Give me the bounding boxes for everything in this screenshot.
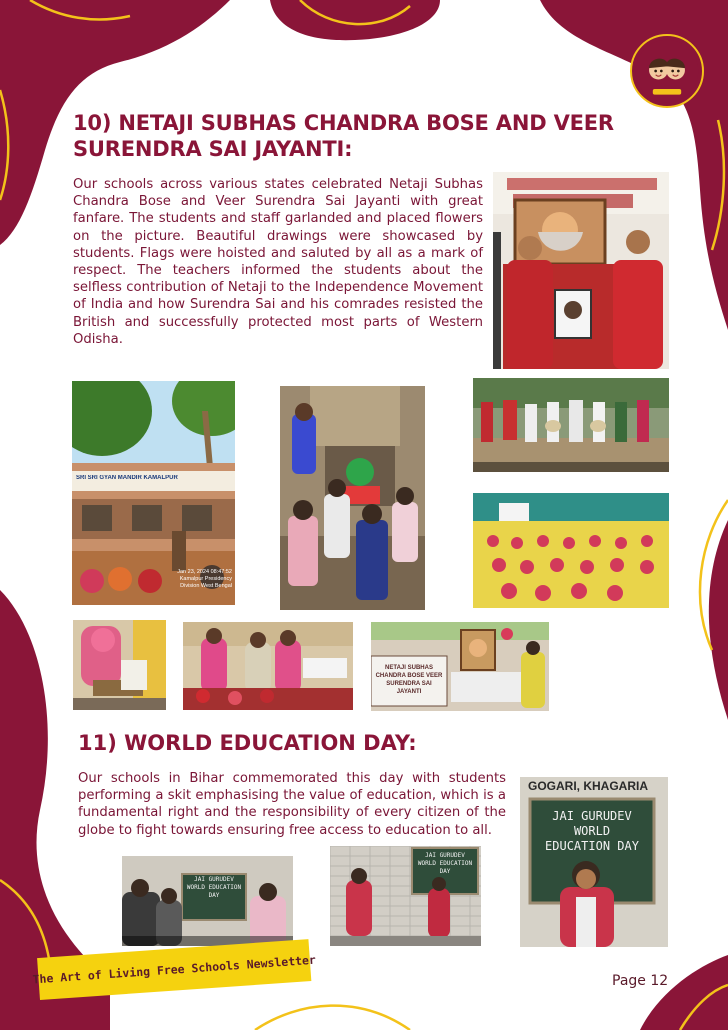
blackboard-text: JAI GURUDEV WORLD EDUCATION DAY: [545, 809, 639, 853]
page-number: Page 12: [612, 973, 669, 989]
section-10-body: Our schools across various states celebrated Netaji Subhas Chandra Bose and Veer Surendra Sai Jayanti with great fanfare. The students and staff garlanded and placed flowers on the picture. Beautiful drawings were showcased by students. Flags were hoisted and saluted by all as a mark of respect. The teachers informed the students about the selfless contribution of Netaji to the Independence Movement of India and how Surendra Sai and his comrades resisted the British and successfully protected most parts of Western Odisha.: [73, 177, 483, 347]
photo-drawings-display: [371, 622, 549, 711]
photo-teachers-with-students: [183, 622, 353, 710]
photo-girl-at-blackboard: [520, 777, 668, 947]
photo-girl-drawing: [73, 620, 166, 710]
display-sign: NETAJI SUBHAS CHANDRA BOSE VEER SURENDRA SAI JAYANTI: [375, 665, 443, 695]
section-10-title: 10) NETAJI SUBHAS CHANDRA BOSE AND VEER SURENDRA SAI JAYANTI:: [73, 111, 614, 161]
photo-girls-with-netaji-portrait: [493, 172, 669, 369]
school-sign: SRI SRI GYAN MANDIR KAMALPUR: [76, 475, 178, 481]
photo-school-kamalpur: [72, 381, 235, 605]
wall-text: GOGARI, KHAGARIA: [528, 779, 648, 793]
photo-marching-band: [473, 378, 669, 472]
section-11-body: Our schools in Bihar commemorated this day with students performing a skit emphasising the value of education, which is a fundamental right and the responsibility of every citizen of the globe to fight towards ensuring free access to education to all.: [78, 771, 506, 838]
blackboard-text: JAI GURUDEV WORLD EDUCATION DAY: [417, 852, 473, 875]
blackboard-text: JAI GURUDEV WORLD EDUCATION DAY: [186, 876, 242, 899]
section-11-title: 11) WORLD EDUCATION DAY:: [78, 731, 417, 755]
photo-students-seated-yard: [473, 493, 669, 608]
art-of-living-free-schools-logo: [630, 34, 704, 108]
photo-skit-students: [122, 856, 293, 946]
photo-timestamp: Jan 23, 2024 08:47:52 Kamalpur Presidency Division West Bengal: [177, 569, 232, 589]
photo-skit-two-girls: [330, 846, 481, 946]
photo-children-at-shrine: [280, 386, 425, 610]
newsletter-title: The Art of Living Free Schools Newsletter: [32, 952, 317, 987]
